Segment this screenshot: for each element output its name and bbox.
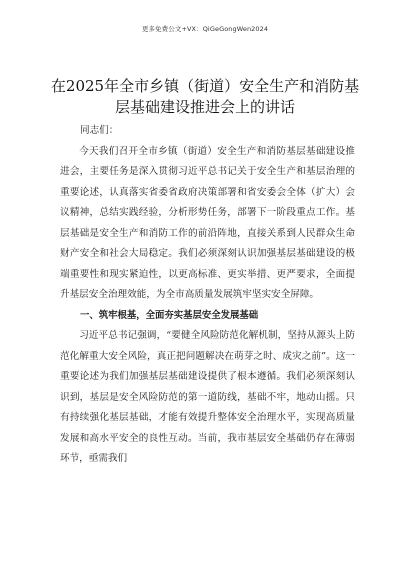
section-heading: 一、筑牢根基，全面夯实基层安全发展基础 xyxy=(80,309,259,321)
intro-paragraph: 今天我们召开全市乡镇（街道）安全生产和消防基层基础建设推进会，主要任务是深入贯彻习近平总书记关于安全生产和基层治理的重要论述，认真落实省委省政府决策部署和省安委会全体（扩大）会议精神，总结实践经验，分析形势任务，部署下一阶段重点工作。基层基础是安全生产和消防工作的前沿阵地，直接关系到人民群众生命财产安全和社会大局稳定。我们必须深刻认识加强基层基础建设的极端重要性和现实紧迫性，以更高标准、更实举措、更严要求，全面提升基层安全治理效能，为全市高质量发展筑牢坚实安全屏障。 xyxy=(60,145,355,300)
document-title: 在2025年全市乡镇（街道）安全生产和消防基层基础建设推进会上的讲话 xyxy=(50,77,360,116)
section-paragraph: 习近平总书记强调，“要健全风险防范化解机制，坚持从源头上防范化解重大安全风险，真正把问题解决在萌芽之时、成灾之前”。这一重要论述为我们加强基层基础建设提供了根本遵循。我们必须深刻认识到，基层是安全风险防范的第一道防线，基础不牢，地动山摇。只有持续强化基层基础，才能有效提升整体安全治理水平，实现高质量发展和高水平安全的良性互动。当前，我市基层安全基础仍存在薄弱环节，亟需我们 xyxy=(60,330,355,464)
header-note: 更多免费公文+VX：QiGeGongWen2024 xyxy=(141,25,269,33)
document-body xyxy=(60,121,355,470)
salutation: 同志们： xyxy=(80,125,119,136)
